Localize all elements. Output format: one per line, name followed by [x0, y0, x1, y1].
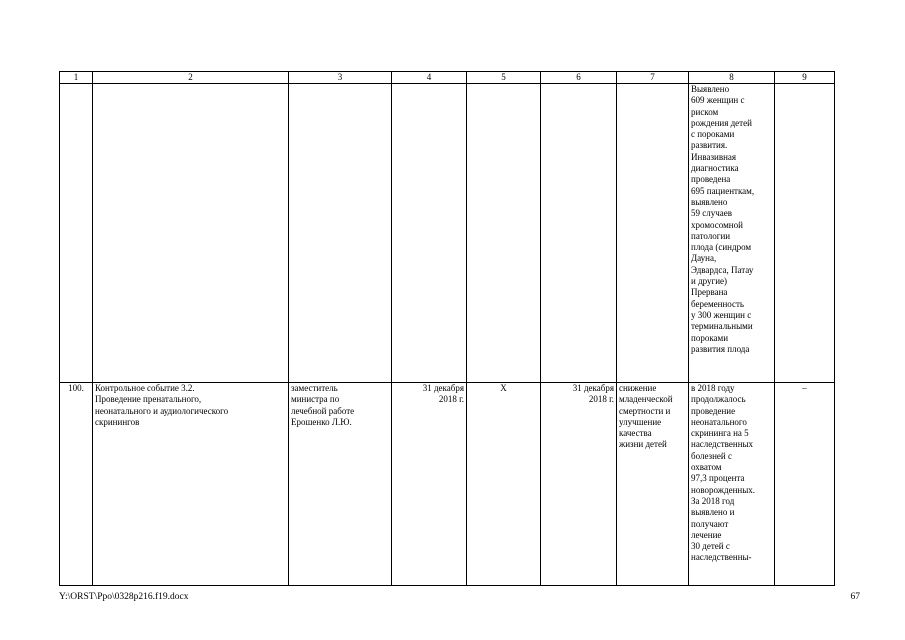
- responsible-line: Ерошенко Л.Ю.: [291, 416, 352, 427]
- info-line: лечение: [691, 529, 722, 540]
- info-line: 695 пациенткам,: [691, 185, 755, 196]
- header-cell: 9: [775, 72, 835, 84]
- info-line: патологии: [691, 230, 731, 241]
- table-cell: [93, 84, 289, 383]
- info-line: новорожденных.: [691, 484, 756, 495]
- table-cell: [775, 84, 835, 383]
- info-line: Выявлено: [691, 84, 730, 94]
- info-line: развития.: [691, 140, 728, 151]
- header-cell: 2: [93, 72, 289, 84]
- info-line: получают: [691, 518, 729, 529]
- result-line: снижение: [619, 383, 657, 393]
- result-line: младенческой: [619, 394, 673, 405]
- report-table: [59, 71, 835, 586]
- header-cell: 1: [60, 72, 93, 84]
- result-line: смертности и: [619, 405, 671, 416]
- table-cell: [60, 84, 93, 383]
- info-line: проведена: [691, 174, 731, 185]
- result-line: жизни детей: [619, 439, 667, 450]
- info-line: пороками: [691, 332, 729, 343]
- table-cell: [289, 84, 392, 383]
- header-cell: 4: [392, 72, 467, 84]
- header-cell: 5: [467, 72, 541, 84]
- planned-date-cell: [392, 383, 467, 586]
- header-cell: 3: [289, 72, 392, 84]
- info-cell: [689, 84, 775, 383]
- info-line: развития плода: [691, 343, 750, 354]
- event-cell: [93, 383, 289, 586]
- info-cell: [689, 383, 775, 586]
- table-row-100: [60, 383, 835, 586]
- page-number: 67: [850, 592, 860, 602]
- info-line: 59 случаев: [691, 208, 733, 219]
- info-line: Прервана: [691, 287, 728, 298]
- planned-date-line: 31 декабря: [422, 383, 464, 393]
- info-line: охватом: [691, 462, 722, 473]
- info-line: проведение: [691, 405, 736, 416]
- info-line: наследственны-: [691, 552, 752, 563]
- col5-cell: Х: [467, 383, 541, 586]
- header-cell: 7: [617, 72, 689, 84]
- event-line: скринингов: [95, 416, 140, 427]
- footer-file-path: Y:\ORST\Ppo\0328p216.f19.docx: [59, 592, 189, 602]
- actual-date-line: 2018 г.: [588, 394, 614, 405]
- info-line: неонатального: [691, 416, 747, 427]
- info-line: плода (синдром: [691, 242, 752, 253]
- event-line: Проведение пренатального,: [95, 394, 202, 405]
- info-line: наследственных: [691, 439, 754, 450]
- table-cell: [541, 84, 617, 383]
- info-line: болезней с: [691, 450, 732, 461]
- responsible-line: лечебной работе: [291, 405, 355, 416]
- info-line: риском: [691, 106, 719, 117]
- planned-date-line: 2018 г.: [438, 394, 464, 405]
- info-line: у 300 женщин с: [691, 309, 752, 320]
- header-row: [60, 72, 835, 84]
- event-line: неонатального и аудиологического: [95, 405, 229, 416]
- table-cell: [392, 84, 467, 383]
- info-line: Дауна,: [691, 253, 717, 264]
- info-line: рождения детей: [691, 117, 752, 128]
- info-line: с пороками: [691, 129, 735, 140]
- table-row-continuation: [60, 84, 835, 383]
- responsible-cell: [289, 383, 392, 586]
- info-line: диагностика: [691, 163, 739, 174]
- header-cell: 6: [541, 72, 617, 84]
- info-line: беременность: [691, 298, 745, 309]
- table-cell: [467, 84, 541, 383]
- info-line: выявлено и: [691, 507, 735, 518]
- result-line: качества: [619, 428, 652, 439]
- row-number: 100.: [60, 383, 93, 586]
- responsible-line: заместитель: [291, 383, 338, 393]
- info-line: 97,3 процента: [691, 473, 745, 484]
- info-line: хромосомной: [691, 219, 743, 230]
- info-line: Инвазивная: [691, 151, 737, 162]
- header-cell: 8: [689, 72, 775, 84]
- info-line: терминальными: [691, 321, 753, 332]
- result-line: улучшение: [619, 416, 662, 427]
- actual-date-cell: [541, 383, 617, 586]
- info-line: продолжалось: [691, 394, 746, 405]
- table-cell: [617, 84, 689, 383]
- actual-date-line: 31 декабря: [572, 383, 614, 393]
- info-line: За 2018 год: [691, 495, 735, 506]
- event-line: Контрольное событие 3.2.: [95, 383, 195, 393]
- info-line: 30 детей с: [691, 541, 730, 552]
- info-line: выявлено: [691, 196, 728, 207]
- result-cell: [617, 383, 689, 586]
- info-line: Эдвардса, Патау: [691, 264, 754, 275]
- info-line: и другие): [691, 276, 728, 287]
- info-line: в 2018 году: [691, 383, 735, 393]
- info-line: скрининга на 5: [691, 428, 749, 439]
- col9-cell: –: [775, 383, 835, 586]
- info-line: 609 женщин с: [691, 95, 745, 106]
- responsible-line: министра по: [291, 394, 340, 405]
